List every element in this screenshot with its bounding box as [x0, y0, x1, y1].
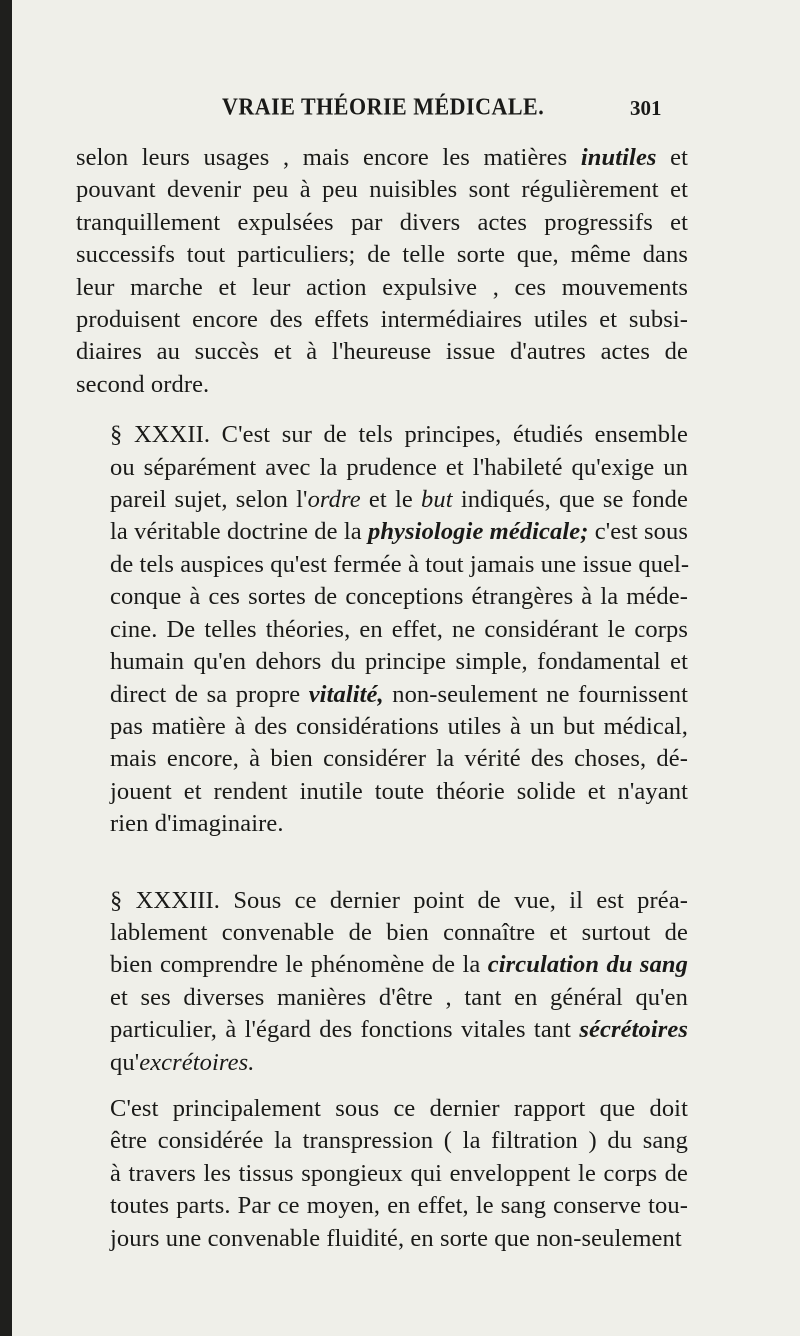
text-line: à travers les tissus spongieux qui enveloppent le corps de	[110, 1159, 688, 1187]
text-line: mais encore, à bien considérer la vérité des choses, dé-	[110, 745, 688, 773]
text-line: conque à ces sortes de conceptions étrangères à la méde-	[110, 583, 688, 611]
text-line: successifs tout particuliers; de telle sorte que, même dans	[76, 241, 688, 269]
text-line: être considérée la transpression ( la filtration ) du sang	[110, 1127, 688, 1155]
text-line: pas matière à des considérations utiles à un but médical,	[110, 712, 688, 740]
text-line: humain qu'en dehors du principe simple, fondamental et	[110, 648, 688, 676]
italic-term: circulation du sang	[487, 951, 688, 979]
page-number: 301	[630, 96, 662, 120]
text-line: § XXXII. C'est sur de tels principes, étudiés ensemble	[110, 421, 688, 449]
body-text	[76, 142, 688, 1255]
running-title: VRAIE THÉORIE MÉDICALE.	[222, 92, 545, 121]
text-line: ou séparément avec la prudence et l'habileté qu'exige un	[110, 453, 688, 481]
text-line: § XXXIII. Sous ce dernier point de vue, il est préa-	[110, 886, 688, 914]
italic-term: sécrétoires	[579, 1016, 688, 1044]
italic-term: but	[421, 486, 453, 514]
text-line: diaires au succès et à l'heureuse issue d'autres actes de	[76, 338, 688, 366]
italic-term: vitalité,	[308, 680, 384, 708]
text-line: de tels auspices qu'est fermée à tout jamais une issue quel-	[110, 550, 690, 578]
text-line: et ses diverses manières d'être , tant en général qu'en	[110, 983, 688, 1011]
text-line: rien d'imaginaire.	[110, 810, 284, 838]
paragraph-2	[76, 419, 688, 840]
text-line: jouent et rendent inutile toute théorie solide et n'ayant	[110, 777, 688, 805]
text-line: toutes parts. Par ce moyen, en effet, le sang conserve tou-	[110, 1192, 688, 1220]
text-line: direct de sa propre vitalité, non-seulement ne fournissent	[110, 680, 688, 708]
paragraph-4	[76, 1093, 688, 1255]
text-line: tranquillement expulsées par divers actes progressifs et	[76, 208, 688, 236]
text-line: leur marche et leur action expulsive , ces mouvements	[76, 273, 688, 301]
italic-term: physiologie médicale;	[367, 518, 589, 546]
text-line: pareil sujet, selon l'ordre et le but indiqués, que se fonde	[110, 486, 689, 514]
text-line: particulier, à l'égard des fonctions vitales tant sécrétoires	[110, 1016, 688, 1044]
text-line: cine. De telles théories, en effet, ne considérant le corps	[110, 615, 688, 643]
text-line: jours une convenable fluidité, en sorte que non-seulement	[110, 1224, 682, 1252]
italic-term: ordre	[307, 486, 361, 514]
text-line: pouvant devenir peu à peu nuisibles sont régulièrement et	[76, 176, 688, 204]
italic-term: excrétoires.	[139, 1048, 255, 1076]
text-line: lablement convenable de bien connaître et surtout de	[110, 918, 688, 946]
paragraph-1	[76, 142, 688, 401]
text-line: produisent encore des effets intermédiaires utiles et subsi-	[76, 306, 688, 334]
text-line: bien comprendre le phénomène de la circulation du sang	[110, 951, 688, 979]
text-line: selon leurs usages , mais encore les matières inutiles et	[76, 144, 689, 171]
text-line: C'est principalement sous ce dernier rapport que doit	[110, 1094, 688, 1122]
italic-term: inutiles	[580, 144, 657, 171]
paragraph-3	[76, 885, 688, 1079]
text-line: second ordre.	[76, 370, 210, 398]
text-line: la véritable doctrine de la physiologie médicale; c'est sous	[110, 518, 688, 546]
text-line: qu'excrétoires.	[110, 1048, 255, 1076]
page-header	[12, 94, 800, 124]
book-page	[12, 0, 800, 1336]
